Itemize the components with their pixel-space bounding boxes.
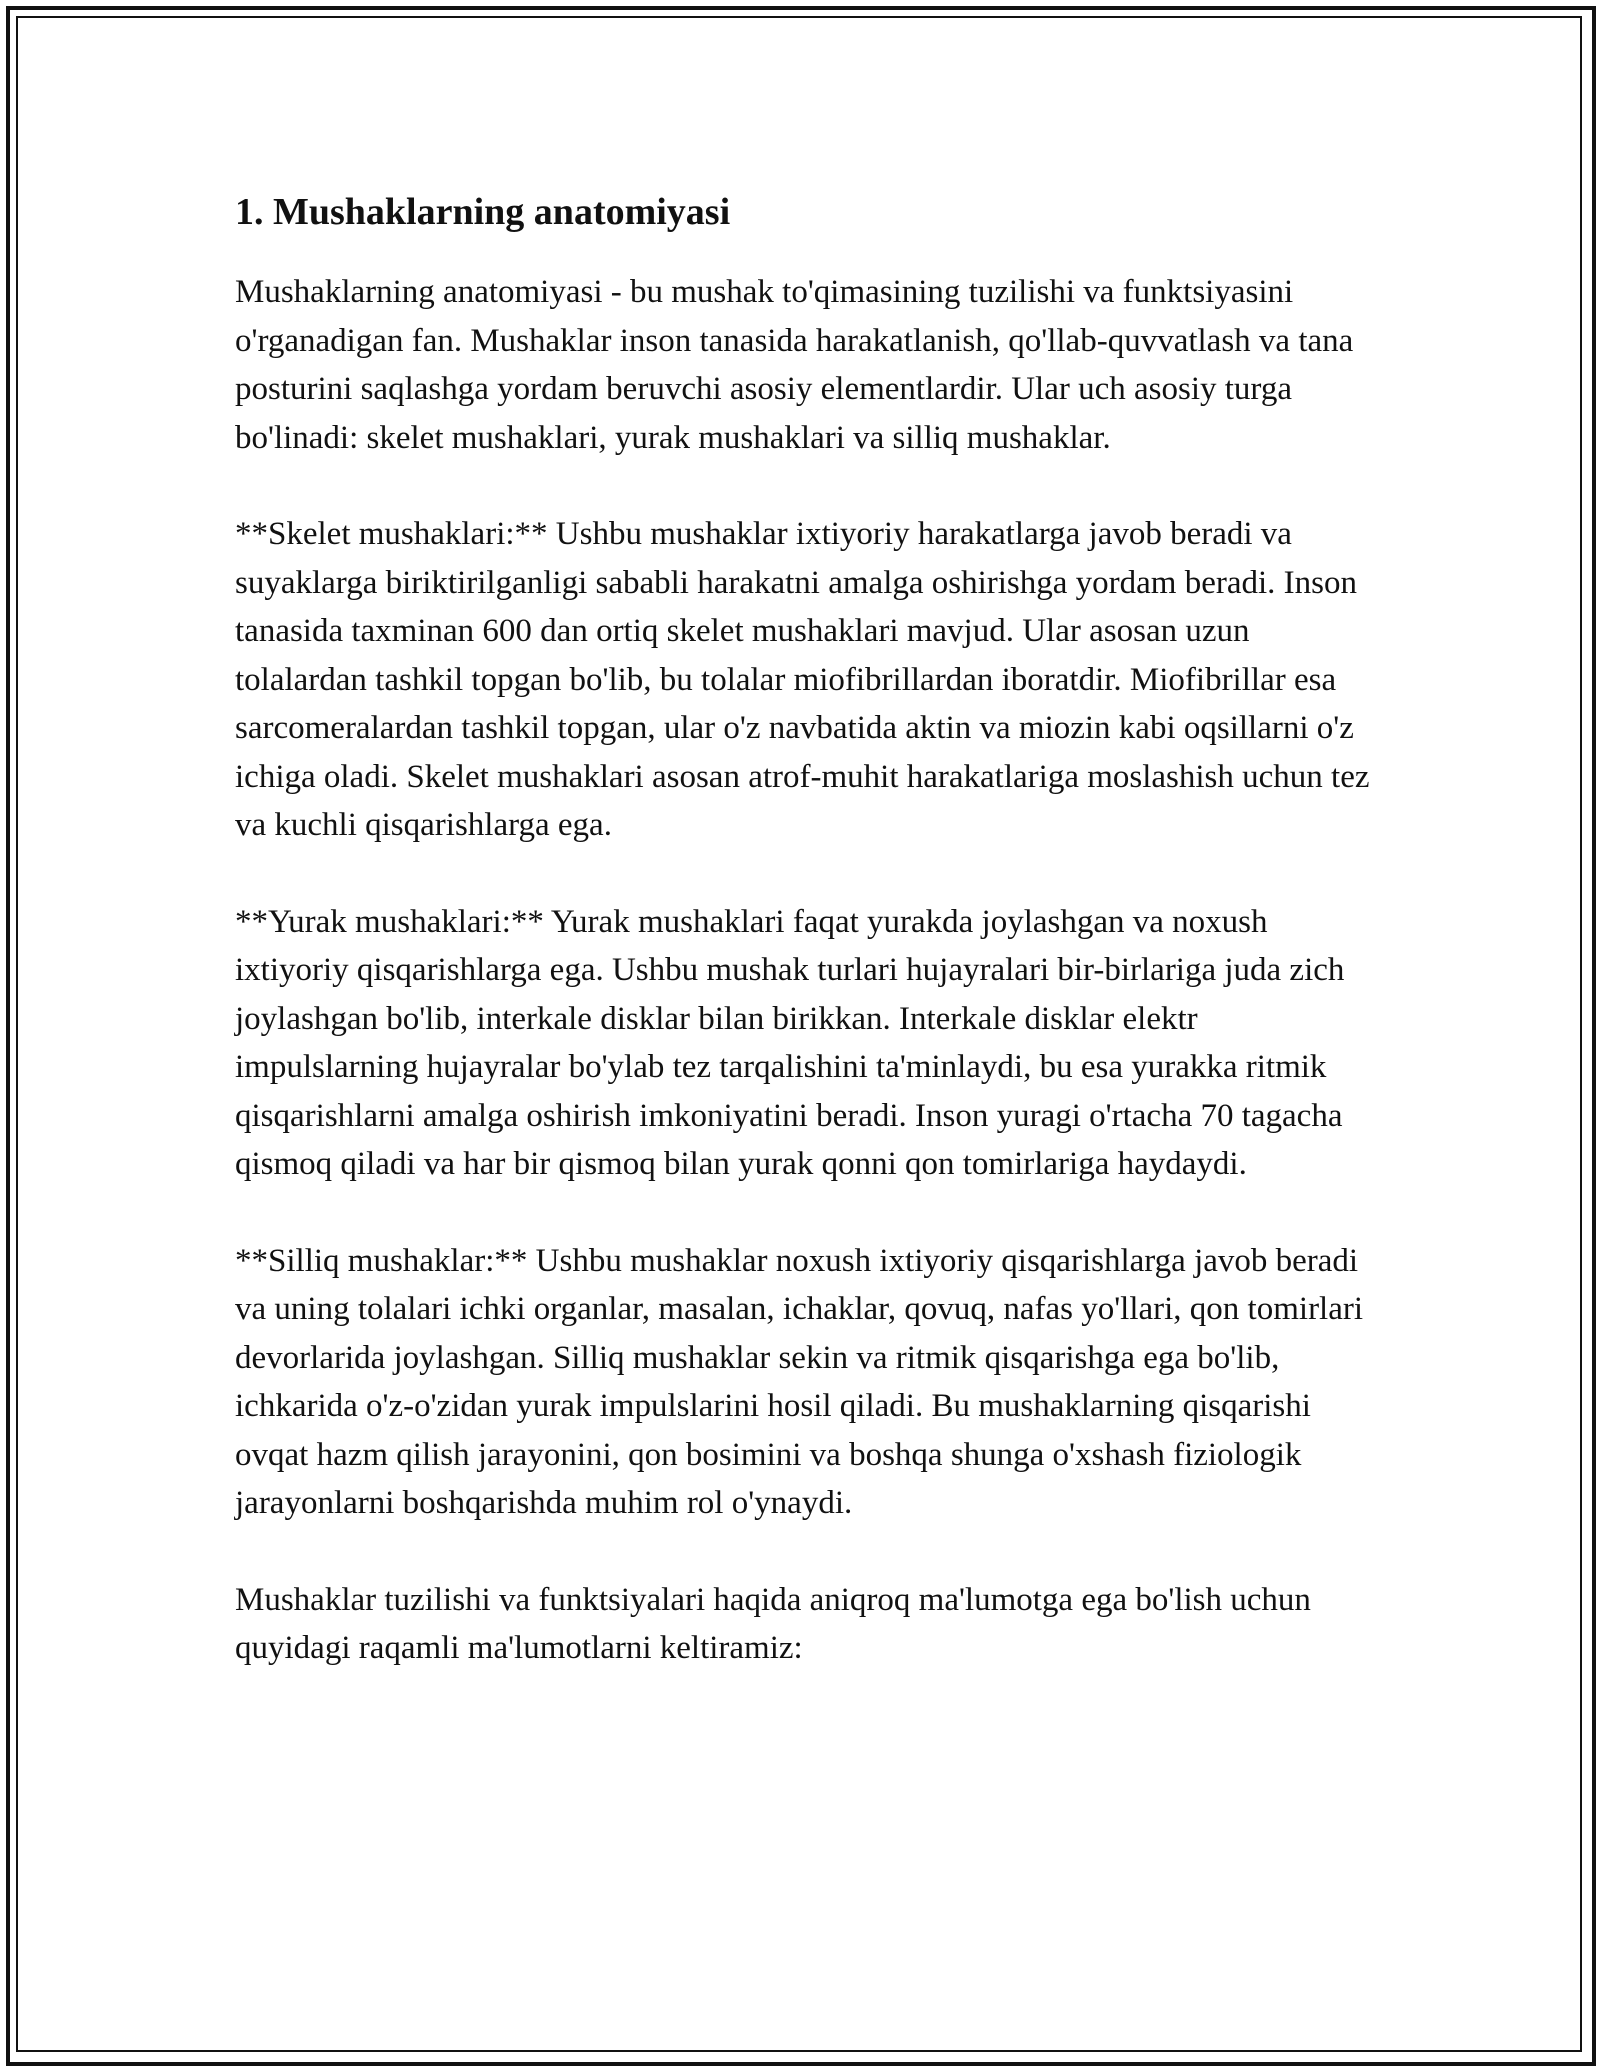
paragraph-cardiac-muscles: **Yurak mushaklari:** Yurak mushaklari faqat yurakda joylashgan va noxush ixtiyoriy qisqarishlarga ega. Ushbu mushak turlari hujayralari bir-birlariga juda zich joylashgan bo'lib, interkale disklar bilan birikkan. Interkale disklar elektr impulslarning hujayralar bo'ylab tez tarqalishini ta'minlaydi, bu esa yurakka ritmik qisqarishlarni amalga oshirish imkoniyatini beradi. Inson yuragi o'rtacha 70 tagacha qismoq qiladi va har bir qismoq bilan yurak qonni qon tomirlariga haydaydi. [235,903,1345,1182]
paragraph-smooth-muscles: **Silliq mushaklar:** Ushbu mushaklar noxush ixtiyoriy qisqarishlarga javob beradi va uning tolalari ichki organlar, masalan, ichaklar, qovuq, nafas yo'llari, qon tomirlari devorlarida joylashgan. Silliq mushaklar sekin va ritmik qisqarishga ega bo'lib, ichkarida o'z-o'zidan yurak impulslarini hosil qiladi. Bu mushaklarning qisqarishi ovqat hazm qilish jarayonini, qon bosimini va boshqa shunga o'xshash fiziologik jarayonlarni boshqarishda muhim rol o'ynaydi. [235,1242,1364,1521]
paragraph-closing: Mushaklar tuzilishi va funktsiyalari haqida aniqroq ma'lumotga ega bo'lish uchun quyidagi raqamli ma'lumotlarni keltiramiz: [235,1581,1311,1666]
paragraph-skeletal-muscles: **Skelet mushaklari:** Ushbu mushaklar ixtiyoriy harakatlarga javob beradi va suyaklarga biriktirilganligi sababli harakatni amalga oshirishga yordam beradi. Inson tanasida taxminan 600 dan ortiq skelet mushaklari mavjud. Ular asosan uzun tolalardan tashkil topgan bo'lib, bu tolalar miofibrillardan iboratdir. Miofibrillar esa sarcomeralardan tashkil topgan, ular o'z navbatida aktin va miozin kabi oqsillarni o'z ichiga oladi. Skelet mushaklari asosan atrof-muhit harakatlariga moslashish uchun tez va kuchli qisqarishlarga ega. [235,516,1370,843]
section-heading: 1. Mushaklarning anatomiyasi [235,191,731,233]
document-body [235,188,1375,1721]
paragraph-intro: Mushaklarning anatomiyasi - bu mushak to'qimasining tuzilishi va funktsiyasini o'rganadigan fan. Mushaklar inson tanasida harakatlanish, qo'llab-quvvatlash va tana posturini saqlashga yordam beruvchi asosiy elementlardir. Ular uch asosiy turga bo'linadi: skelet mushaklari, yurak mushaklari va silliq mushaklar. [235,274,1354,456]
